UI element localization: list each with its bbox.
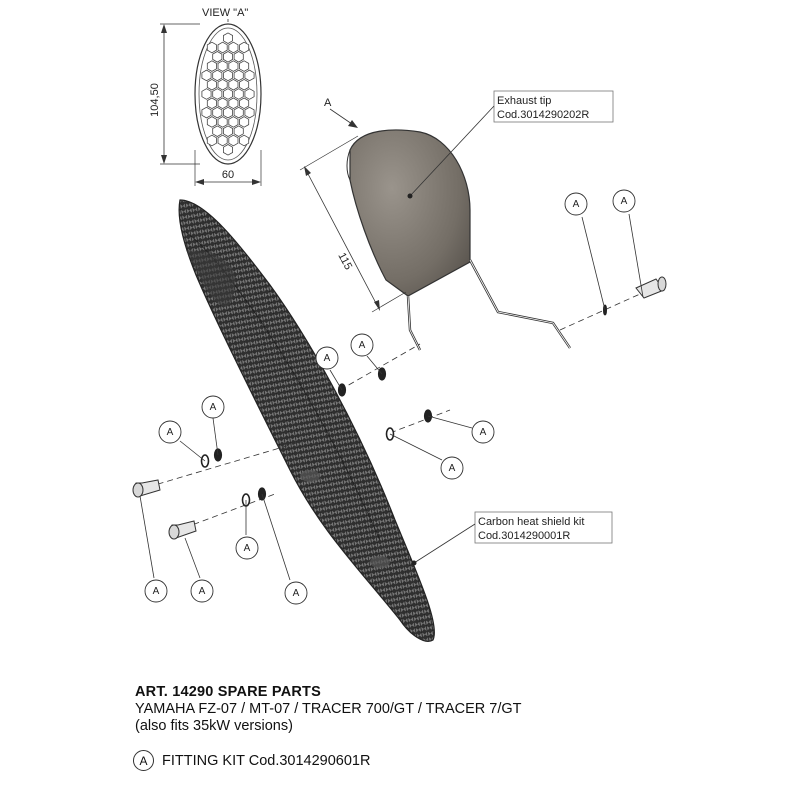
fitting-kit-bubble-label: A: [358, 340, 366, 352]
caption-note: (also fits 35kW versions): [135, 718, 293, 734]
honeycomb-cell: [218, 98, 227, 109]
honeycomb-cell: [223, 70, 232, 81]
honeycomb-cell: [213, 52, 222, 63]
caption-title: ART. 14290 SPARE PARTS: [135, 684, 321, 700]
fitting-kit-bubble-label: A: [198, 586, 206, 598]
honeycomb-cell: [229, 98, 238, 109]
honeycomb-cell: [234, 107, 243, 118]
exhaust-tip: [300, 130, 570, 350]
exhaust-tip-callout-code: Cod.3014290202R: [497, 109, 590, 121]
honeycomb-cell: [218, 42, 227, 53]
spare-parts-caption: [135, 684, 755, 771]
fitting-kit-symbol: A: [133, 750, 154, 771]
honeycomb-cell: [207, 117, 216, 128]
fitting-kit-bubble: [236, 537, 258, 559]
fitting-kit-bubble: [316, 347, 338, 369]
honeycomb-cell: [229, 135, 238, 146]
honeycomb-cell: [234, 89, 243, 100]
honeycomb-cell: [223, 126, 232, 137]
honeycomb-cell: [240, 42, 249, 53]
honeycomb-cell: [234, 126, 243, 137]
honeycomb-cell: [223, 89, 232, 100]
honeycomb-cell: [240, 61, 249, 72]
fitting-kit-bubble-label: A: [323, 353, 331, 365]
honeycomb-cell: [223, 52, 232, 63]
honeycomb-cell: [207, 61, 216, 72]
honeycomb-cell: [240, 117, 249, 128]
fitting-kit-bubble-label: A: [572, 199, 580, 211]
honeycomb-cell: [223, 33, 232, 44]
honeycomb-cell: [223, 107, 232, 118]
honeycomb-cell: [223, 145, 232, 156]
view-arrow-label: A: [324, 97, 332, 109]
fitting-kit-bubble: [159, 421, 181, 443]
fitting-kit-bubble: [351, 334, 373, 356]
honeycomb-cell: [229, 117, 238, 128]
fitting-kit-bubble-label: A: [620, 196, 628, 208]
fitting-kit-bubble-label: A: [479, 427, 487, 439]
honeycomb-cell: [213, 89, 222, 100]
fitting-kit-bubble-label: A: [152, 586, 160, 598]
honeycomb-cell: [202, 89, 211, 100]
honeycomb-cell: [218, 117, 227, 128]
honeycomb-cell: [234, 52, 243, 63]
honeycomb-grille: [202, 33, 254, 155]
fitting-kit-bubble-label: A: [243, 543, 251, 555]
view-a-label: VIEW "A": [202, 7, 249, 19]
fitting-kit-bubble: [191, 580, 213, 602]
honeycomb-cell: [240, 98, 249, 109]
honeycomb-cell: [218, 135, 227, 146]
honeycomb-cell: [240, 135, 249, 146]
honeycomb-cell: [240, 79, 249, 90]
fitting-kit-bubble-label: A: [209, 402, 217, 414]
fitting-kit-line: [135, 750, 755, 771]
honeycomb-cell: [245, 89, 254, 100]
honeycomb-cell: [218, 61, 227, 72]
heat-shield-callout-name: Carbon heat shield kit: [478, 516, 585, 528]
honeycomb-cell: [229, 61, 238, 72]
height-dimension: [149, 24, 200, 164]
honeycomb-cell: [207, 135, 216, 146]
fitting-kit-bubble: [202, 396, 224, 418]
view-direction-arrow: [324, 97, 358, 128]
honeycomb-cell: [207, 79, 216, 90]
heat-shield-callout: [412, 512, 613, 566]
fitting-kit-bubble: [613, 190, 635, 212]
fitting-kit-bubble: [145, 580, 167, 602]
fitting-kit-bubble: [285, 582, 307, 604]
fitting-kit-bubble-label: A: [292, 588, 300, 600]
width-dimension-label: 60: [221, 169, 235, 181]
bolt-lower-left: [133, 480, 160, 497]
fitting-kit-text: FITTING KIT Cod.3014290601R: [162, 752, 371, 769]
caption-models: YAMAHA FZ-07 / MT-07 / TRACER 700/GT / TRACER 7/GT: [135, 701, 522, 717]
heat-shield-callout-code: Cod.3014290001R: [478, 530, 571, 542]
view-a-end-view: [149, 7, 261, 186]
fitting-kit-bubble: [565, 193, 587, 215]
tip-length-dimension-label: 115: [335, 250, 355, 272]
fitting-kit-bubble-label: A: [166, 427, 174, 439]
honeycomb-cell: [213, 126, 222, 137]
honeycomb-cell: [202, 107, 211, 118]
honeycomb-cell: [213, 70, 222, 81]
exhaust-tip-callout-name: Exhaust tip: [497, 95, 552, 107]
height-dimension-label: 104,50: [149, 83, 161, 117]
honeycomb-cell: [218, 79, 227, 90]
honeycomb-cell: [207, 42, 216, 53]
fitting-kit-bubble-label: A: [448, 463, 456, 475]
fitting-kit-bubble: [472, 421, 494, 443]
honeycomb-cell: [202, 70, 211, 81]
honeycomb-cell: [229, 79, 238, 90]
bolt-bottom: [169, 521, 196, 539]
honeycomb-cell: [245, 107, 254, 118]
honeycomb-cell: [213, 107, 222, 118]
honeycomb-cell: [207, 98, 216, 109]
fitting-kit-bubble: [441, 457, 463, 479]
honeycomb-cell: [245, 70, 254, 81]
honeycomb-cell: [229, 42, 238, 53]
honeycomb-cell: [234, 70, 243, 81]
